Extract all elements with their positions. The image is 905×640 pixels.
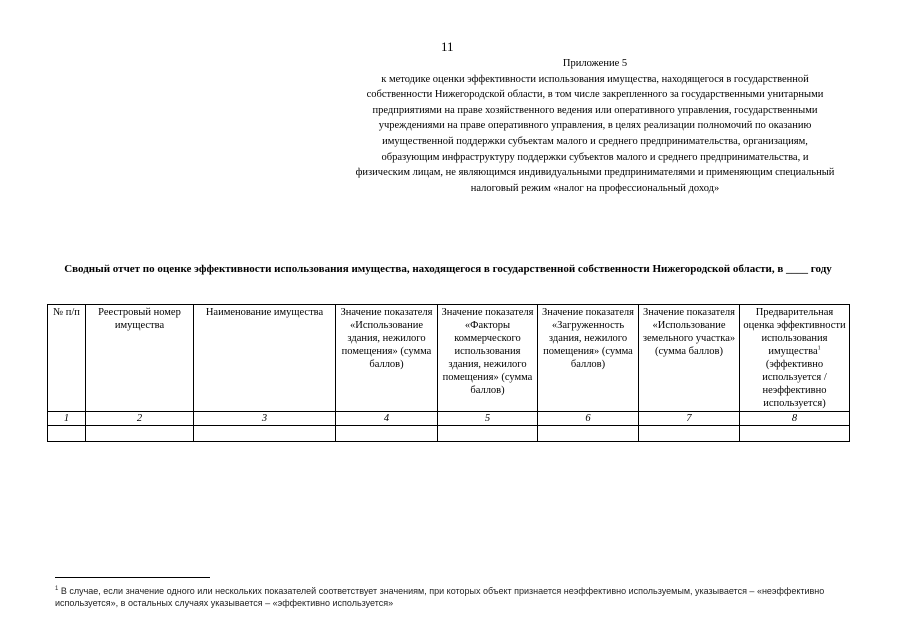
table-cell[interactable] bbox=[336, 426, 438, 442]
appendix-text: к методике оценки эффективности использования имущества, находящегося в государственной собственности Нижегородской области, в том числе закрепленного за государственными унитарными предприятиями на праве хозяйственного ведения или оперативного управления, государственными учреждениями на праве оперативного управления, в целях реализации полномочий по оказанию имущественной поддержки субъектам малого и среднего предпринимательства, организациям, образующим инфраструктуру поддержки субъектов малого и среднего предпринимательства, и физическим лицам, не являющимся индивидуальными предпринимателями и применяющим специальный налоговый режим «налог на профессиональный доход» bbox=[355, 73, 835, 194]
header-cell-commercial-factors: Значение показателя «Факторы коммерческого использования здания, нежилого помещения» (сумма баллов) bbox=[438, 305, 538, 412]
column-number-row bbox=[48, 412, 850, 426]
footnote-divider bbox=[55, 577, 210, 578]
table-cell[interactable] bbox=[740, 426, 850, 442]
footnote-mark: 1 bbox=[55, 586, 59, 592]
page-number: 11 bbox=[441, 39, 454, 54]
footnote-text: В случае, если значение одного или нескольких показателей соответствует значениям, при которых объект признается неэффективно используемым, указывается – «неэффективно используется», в остальных случаях указывается – «эффективно используется» bbox=[55, 586, 825, 608]
column-number: 5 bbox=[438, 412, 538, 426]
footnote-mark: 1 bbox=[817, 345, 821, 352]
header-cell-building-load: Значение показателя «Загруженность здания, нежилого помещения» (сумма баллов) bbox=[538, 305, 639, 412]
appendix-title: Приложение 5 bbox=[562, 58, 628, 69]
report-title: Сводный отчет по оценке эффективности использования имущества, находящегося в государственной собственности Нижегородской области, в ____ году bbox=[64, 263, 832, 275]
header-cell-registry-number: Реестровый номер имущества bbox=[86, 305, 194, 412]
column-number: 7 bbox=[639, 412, 740, 426]
column-number: 6 bbox=[538, 412, 639, 426]
header-cell-number: № п/п bbox=[48, 305, 86, 412]
table-cell[interactable] bbox=[48, 426, 86, 442]
table-cell[interactable] bbox=[538, 426, 639, 442]
column-number: 4 bbox=[336, 412, 438, 426]
header-cell-land-usage: Значение показателя «Использование земельного участка» (сумма баллов) bbox=[639, 305, 740, 412]
header-8-text: Предварительная оценка эффективности использования имущества bbox=[743, 307, 846, 357]
table-cell[interactable] bbox=[438, 426, 538, 442]
appendix-block bbox=[355, 56, 835, 196]
column-number: 1 bbox=[48, 412, 86, 426]
column-number: 3 bbox=[194, 412, 336, 426]
header-8-suffix: (эффективно используется / неэффективно используется) bbox=[762, 359, 827, 409]
header-cell-preliminary-assessment bbox=[740, 305, 850, 412]
table-cell[interactable] bbox=[86, 426, 194, 442]
table-row bbox=[48, 426, 850, 442]
header-cell-building-usage: Значение показателя «Использование здания, нежилого помещения» (сумма баллов) bbox=[336, 305, 438, 412]
header-cell-property-name: Наименование имущества bbox=[194, 305, 336, 412]
column-number: 8 bbox=[740, 412, 850, 426]
table-cell[interactable] bbox=[639, 426, 740, 442]
report-table bbox=[47, 304, 850, 442]
column-number: 2 bbox=[86, 412, 194, 426]
footnote bbox=[55, 583, 835, 609]
table-cell[interactable] bbox=[194, 426, 336, 442]
table-header-row bbox=[48, 305, 850, 412]
